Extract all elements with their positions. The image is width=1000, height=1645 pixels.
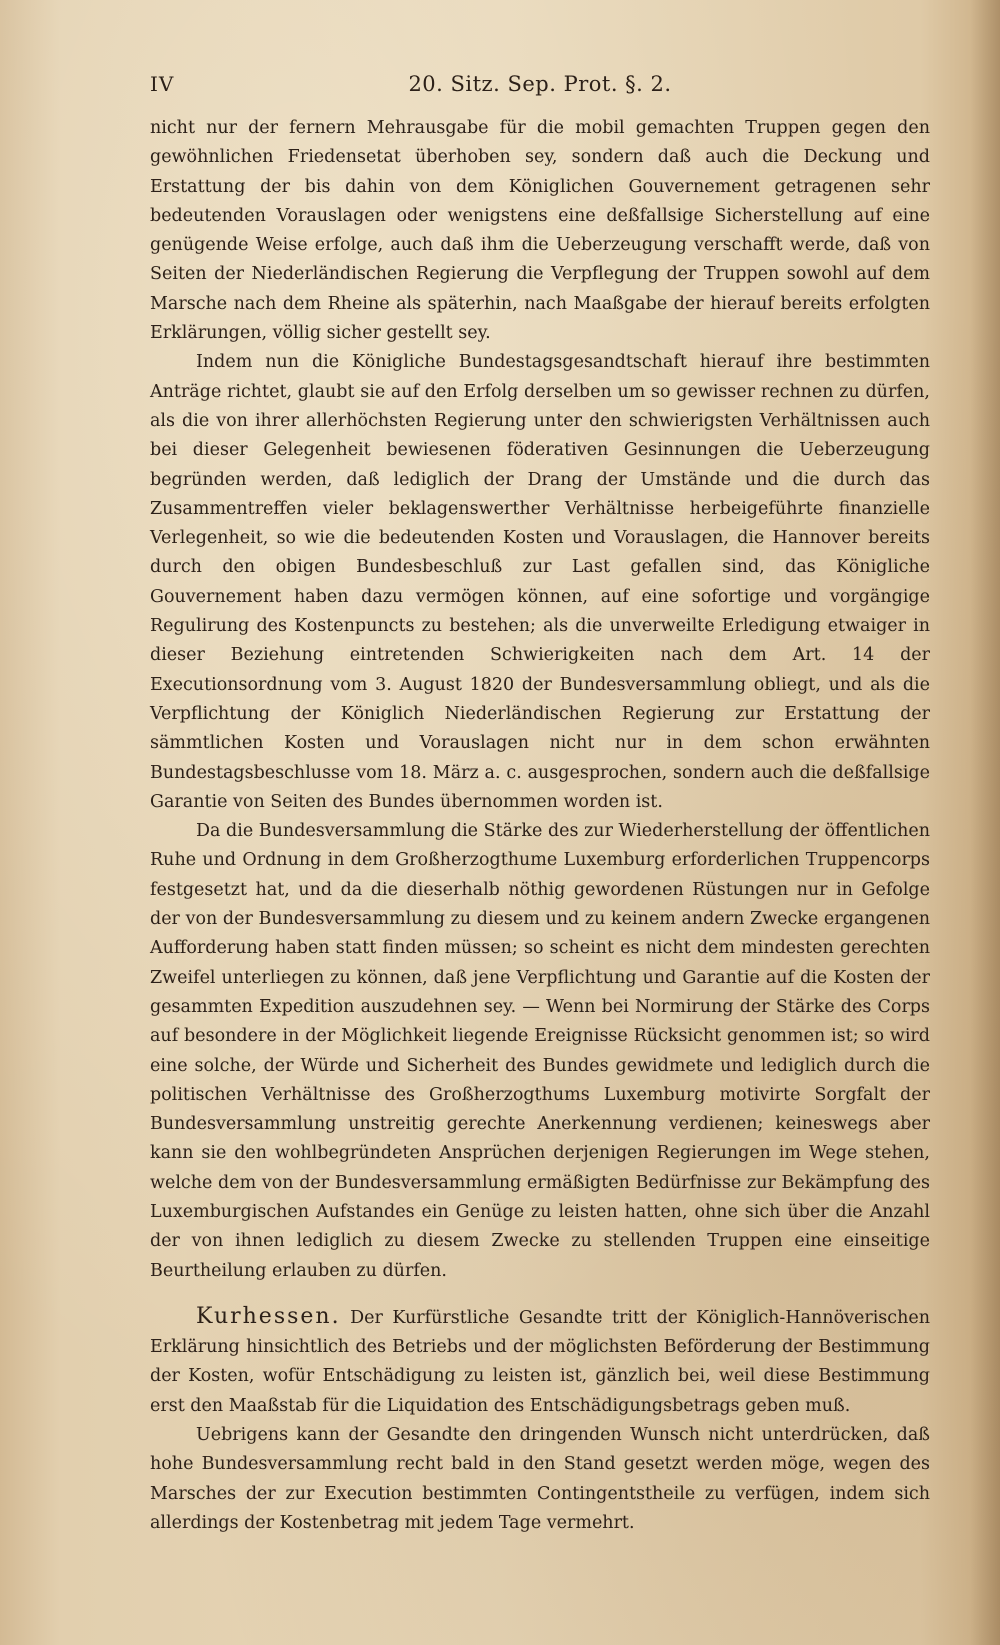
paragraph-kurhessen-text: Der Kurfürstliche Gesandte tritt der Königlich-Hannöverischen Erklärung hinsichtlich des Betriebs und der möglichsten Beförderung der Bestimmung der Kosten, wofür Entschädigung zu leisten ist, gänzlich bei, weil diese Bestimmung erst den Maaßstab für die Liquidation des Entschädigungsbetrags geben muß. bbox=[150, 1307, 930, 1416]
section-heading-kurhessen: Kurhessen. bbox=[196, 1303, 341, 1329]
page-header bbox=[150, 72, 930, 102]
paragraph-kurhessen bbox=[150, 1302, 930, 1421]
running-head: 20. Sitz. Sep. Prot. §. 2. bbox=[408, 72, 672, 96]
page-number: IV bbox=[150, 72, 175, 96]
paragraph-closing: Uebrigens kann der Gesandte den dringenden Wunsch nicht unterdrücken, daß hohe Bundesversammlung recht bald in den Stand gesetzt werden möge, wegen des Marsches der zur Execution bestimmten Contingentstheile zu verfügen, indem sich allerdings der Kostenbetrag mit jedem Tage vermehrt. bbox=[150, 1425, 930, 1533]
page-edge-shadow bbox=[970, 0, 1000, 1645]
body-text bbox=[150, 114, 930, 1538]
paragraph-bundesversammlung: Da die Bundesversammlung die Stärke des zur Wiederherstellung der öffentlichen Ruhe und Ordnung in dem Großherzogthume Luxemburg erforderlichen Truppencorps festgesetzt hat, und da die dieserhalb nöthig gewordenen Rüstungen nur in Gefolge der von der Bundesversammlung zu diesem und zu keinem andern Zwecke ergangenen Aufforderung haben statt finden müssen; so scheint es nicht dem mindesten gerechten Zweifel unterliegen zu können, daß jene Verpflichtung und Garantie auf die Kosten der gesammten Expedition auszudehnen sey. — Wenn bei Normirung der Stärke des Corps auf besondere in der Möglichkeit liegende Ereignisse Rücksicht genommen ist; so wird eine solche, der Würde und Sicherheit des Bundes gewidmete und lediglich durch die politischen Verhältnisse des Großherzogthums Luxemburg motivirte Sorgfalt der Bundesversammlung unstreitig gerechte Anerkennung verdienen; keineswegs aber kann sie den wohlbegründeten Ansprüchen derjenigen Regierungen im Wege stehen, welche dem von der Bundesversammlung ermäßigten Bedürfnisse zur Bekämpfung des Luxemburgischen Aufstandes ein Genüge zu leisten hatten, ohne sich über die Anzahl der von ihnen lediglich zu diesem Zwecke zu stellenden Truppen eine einseitige Beurtheilung erlauben zu dürfen. bbox=[150, 821, 930, 1281]
paragraph-continuation: nicht nur der fernern Mehrausgabe für die mobil gemachten Truppen gegen den gewöhnlichen Friedensetat überhoben sey, sondern daß auch die Deckung und Erstattung der bis dahin von dem Königlichen Gouvernement getragenen sehr bedeutenden Vorauslagen oder wenigstens eine deßfallsige Sicherstellung auf eine genügende Weise erfolge, auch daß ihm die Ueberzeugung verschafft werde, daß von Seiten der Niederländischen Regierung die Verpflegung der Truppen sowohl auf dem Marsche nach dem Rheine als späterhin, nach Maaßgabe der hierauf bereits erfolgten Erklärungen, völlig sicher gestellt sey. bbox=[150, 118, 930, 344]
paragraph-hannover-motion: Indem nun die Königliche Bundestagsgesandtschaft hierauf ihre bestimmten Anträge richtet, glaubt sie auf den Erfolg derselben um so gewisser rechnen zu dürfen, als die von ihrer allerhöchsten Regierung unter den schwierigsten Verhältnissen auch bei dieser Gelegenheit bewiesenen föderativen Gesinnungen die Ueberzeugung begründen werden, daß lediglich der Drang der Umstände und die durch das Zusammentreffen vieler beklagenswerther Verhältnisse herbeigeführte finanzielle Verlegenheit, so wie die bedeutenden Kosten und Vorauslagen, die Hannover bereits durch den obigen Bundesbeschluß zur Last gefallen sind, das Königliche Gouvernement haben dazu vermögen können, auf eine sofortige und vorgängige Regulirung des Kostenpuncts zu bestehen; als die unverweilte Erledigung etwaiger in dieser Beziehung eintretenden Schwierigkeiten nach dem Art. 14 der Executionsordnung vom 3. August 1820 der Bundesversammlung obliegt, und als die Verpflichtung der Königlich Niederländischen Regierung zur Erstattung der sämmtlichen Kosten und Vorauslagen nicht nur in dem schon erwähnten Bundestagsbeschlusse vom 18. März a. c. ausgesprochen, sondern auch die deßfallsige Garantie von Seiten des Bundes übernommen worden ist. bbox=[150, 352, 930, 812]
